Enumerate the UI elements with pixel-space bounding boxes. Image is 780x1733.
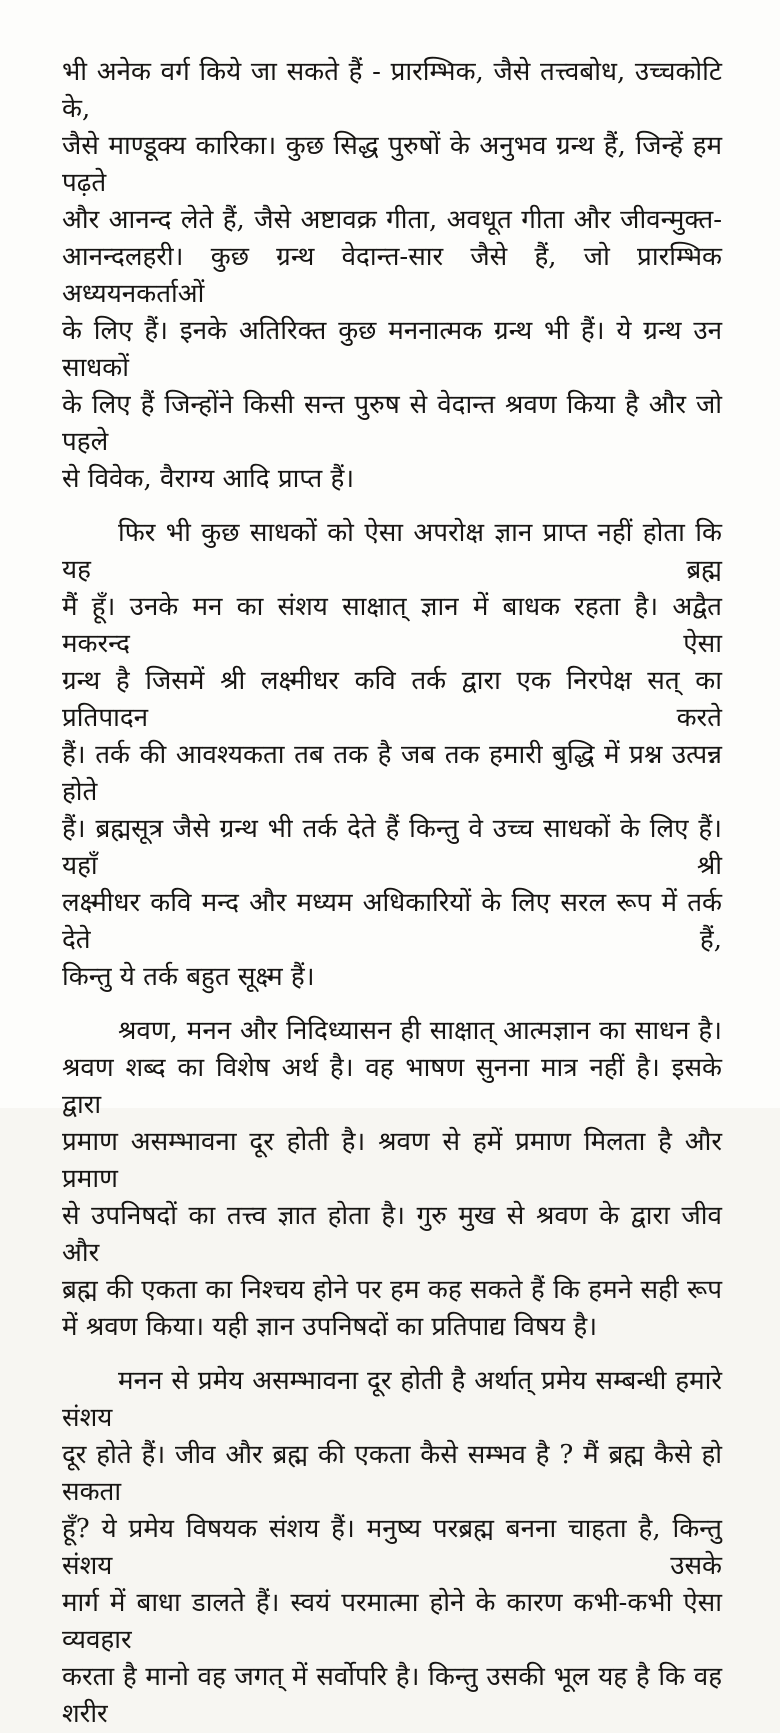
text-line: हैं। ब्रह्मसूत्र जैसे ग्रन्थ भी तर्क देते हैं किन्तु वे उच्च साधकों के लिए हैं। यहाँ श्री xyxy=(62,814,722,881)
text-line: से विवेक, वैराग्य आदि प्राप्त हैं। xyxy=(62,464,355,494)
text-line: ग्रन्थ है जिसमें श्री लक्ष्मीधर कवि तर्क द्वारा एक निरपेक्ष सत् का प्रतिपादन करते xyxy=(62,666,722,733)
text-line: हैं। तर्क की आवश्यकता तब तक है जब तक हमारी बुद्धि में प्रश्न उत्पन्न होते xyxy=(62,740,722,807)
text-line: प्रमाण असम्भावना दूर होती है। श्रवण से हमें प्रमाण मिलता है और प्रमाण xyxy=(62,1127,722,1194)
text-line: फिर भी कुछ साधकों को ऐसा अपरोक्ष ज्ञान प्राप्त नहीं होता कि यह ब्रह्म xyxy=(62,518,722,585)
text-line: ब्रह्म की एकता का निश्चय होने पर हम कह सकते हैं कि हमने सही रूप xyxy=(62,1275,722,1305)
text-line: में श्रवण किया। यही ज्ञान उपनिषदों का प्रतिपाद्य विषय है। xyxy=(62,1312,598,1342)
text-line: आनन्दलहरी। कुछ ग्रन्थ वेदान्त-सार जैसे हैं, जो प्रारम्भिक अध्ययनकर्ताओं xyxy=(62,242,722,309)
text-line: भी अनेक वर्ग किये जा सकते हैं - प्रारम्भिक, जैसे तत्त्वबोध, उच्चकोटि के, xyxy=(62,57,722,124)
paragraph-2 xyxy=(62,515,722,996)
text-line: मैं हूँ। उनके मन का संशय साक्षात् ज्ञान में बाधक रहता है। अद्वैत मकरन्द ऐसा xyxy=(62,592,722,659)
paragraph-1 xyxy=(62,54,722,498)
paragraph-4 xyxy=(62,1363,722,1733)
text-line: जैसे माण्डूक्य कारिका। कुछ सिद्ध पुरुषों के अनुभव ग्रन्थ हैं, जिन्हें हम पढ़ते xyxy=(62,131,722,198)
text-line: करता है मानो वह जगत् में सर्वोपरि है। किन्तु उसकी भूल यह है कि वह शरीर xyxy=(62,1662,722,1729)
text-line: के लिए हैं जिन्होंने किसी सन्त पुरुष से वेदान्त श्रवण किया है और जो पहले xyxy=(62,390,722,457)
text-line: श्रवण, मनन और निदिध्यासन ही साक्षात् आत्मज्ञान का साधन है। xyxy=(118,1016,722,1046)
text-line: लक्ष्मीधर कवि मन्द और मध्यम अधिकारियों के लिए सरल रूप में तर्क देते हैं, xyxy=(62,888,722,955)
text-line: दूर होते हैं। जीव और ब्रह्म की एकता कैसे सम्भव है ? मैं ब्रह्म कैसे हो सकता xyxy=(62,1440,722,1507)
text-line: मार्ग में बाधा डालते हैं। स्वयं परमात्मा होने के कारण कभी-कभी ऐसा व्यवहार xyxy=(62,1588,722,1655)
text-line: और आनन्द लेते हैं, जैसे अष्टावक्र गीता, अवधूत गीता और जीवन्मुक्त- xyxy=(62,205,722,235)
text-line: के लिए हैं। इनके अतिरिक्त कुछ मननात्मक ग्रन्थ भी हैं। ये ग्रन्थ उन साधकों xyxy=(62,316,722,383)
text-line: हूँ? ये प्रमेय विषयक संशय हैं। मनुष्य परब्रह्म बनना चाहता है, किन्तु संशय उसके xyxy=(62,1514,722,1581)
text-line: से उपनिषदों का तत्त्व ज्ञात होता है। गुरु मुख से श्रवण के द्वारा जीव और xyxy=(62,1201,722,1268)
text-line: श्रवण शब्द का विशेष अर्थ है। वह भाषण सुनना मात्र नहीं है। इसके द्वारा xyxy=(62,1053,722,1120)
text-line: किन्तु ये तर्क बहुत सूक्ष्म हैं। xyxy=(62,962,315,992)
paragraph-3 xyxy=(62,1013,722,1346)
text-line: मनन से प्रमेय असम्भावना दूर होती है अर्थात् प्रमेय सम्बन्धी हमारे संशय xyxy=(62,1366,722,1433)
